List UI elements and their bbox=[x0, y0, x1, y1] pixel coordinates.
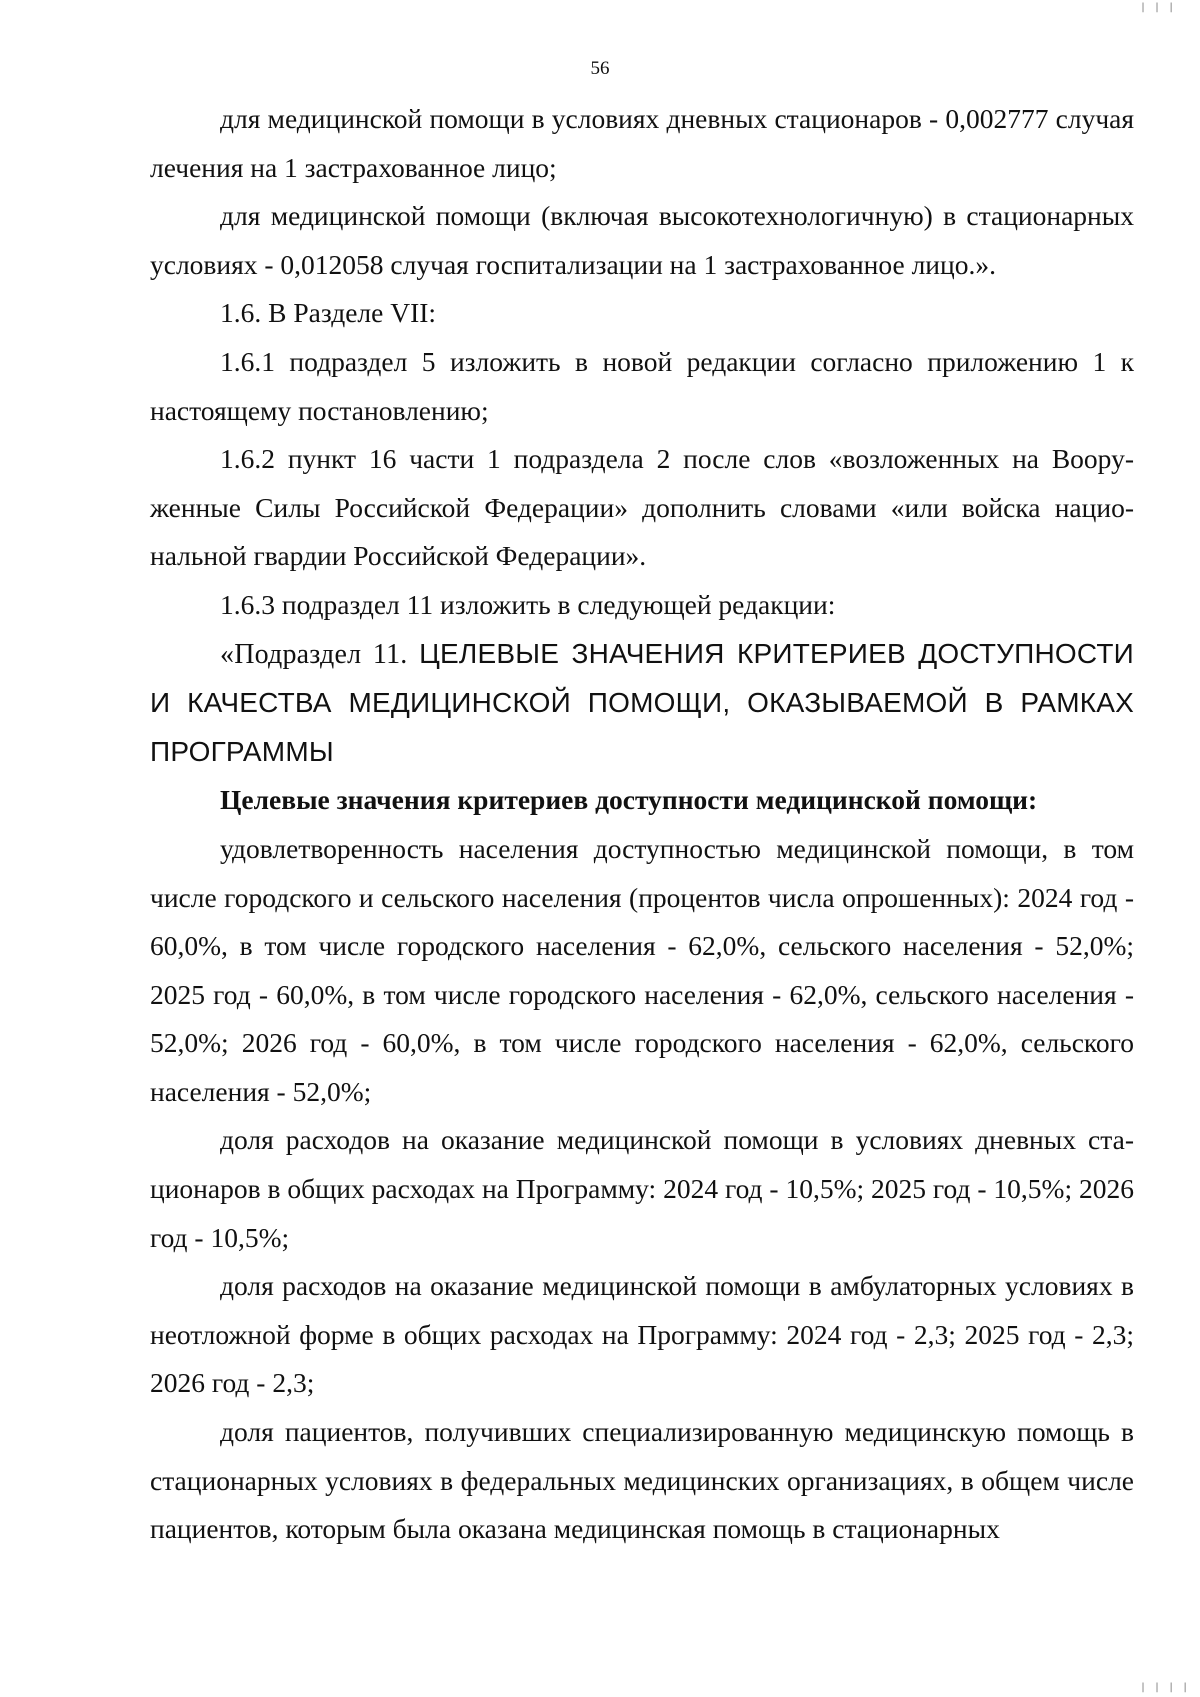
paragraph-population-satisfaction: удовлетворенность населения доступностью медицинской помощи, в том числе городского и сельского населения (процентов числа опрошенных): 2024 год - 60,0%, в том числе городского населения - 62,0%, сельского населения - 52,0%; 2025 год - 60,0%, в том числе городского населения - 62,0%, сельского населения - 52,0%; 2026 год - 60,0%, в том числе городского населения - 62,0%, сельского населения - 52,0%; bbox=[150, 832, 1134, 1107]
document-body bbox=[150, 95, 1134, 1554]
paragraph-1-6-2: 1.6.2 пункт 16 части 1 подраздела 2 после слов «возложенных на Вооруженные Силы Российской Федерации» дополнить словами «или войска национальной гвардии Российской Федерации». bbox=[150, 443, 1134, 572]
accessibility-criteria-heading: Целевые значения критериев доступности медицинской помощи: bbox=[220, 784, 1038, 816]
paragraph-1-6-1: 1.6.1 подраздел 5 изложить в новой редакции согласно приложению 1 к настоящему постановлению; bbox=[150, 345, 1134, 426]
paragraph-day-hospital-share: доля расходов на оказание медицинской помощи в условиях дневных стационаров в общих расходах на Программу: 2024 год - 10,5%; 2025 год - 10,5%; 2026 год - 10,5%; bbox=[150, 1124, 1134, 1253]
scan-artifact-top: | | | bbox=[1140, 2, 1176, 13]
paragraph-1-6-3: 1.6.3 подраздел 11 изложить в следующей редакции: bbox=[220, 588, 836, 620]
paragraph-inpatient-norm: для медицинской помощи (включая высокотехнологичную) в стационарных условиях - 0,012058 случая госпитализации на 1 застрахованное лицо.». bbox=[150, 200, 1134, 280]
paragraph-federal-patients-share: доля пациентов, получивших специализированную медицинскую помощь в стационарных условиях в федеральных медицинских организациях, в общем числе пациентов, которым была оказана медицинская помощь в стационарных bbox=[150, 1416, 1134, 1545]
paragraph-urgent-outpatient-share: доля расходов на оказание медицинской помощи в амбулаторных условиях в неотложной форме в общих расходах на Программу: 2024 год - 2,3; 2025 год - 2,3; 2026 год - 2,3; bbox=[150, 1270, 1134, 1399]
paragraph-day-hospital-norm: для медицинской помощи в условиях дневных стационаров - 0,002777 случая лечения на 1 застрахованное лицо; bbox=[150, 103, 1134, 183]
scan-artifact-bottom: | | | | bbox=[1140, 1682, 1190, 1693]
page-number: 56 bbox=[590, 58, 610, 79]
paragraph-section-vii: 1.6. В Разделе VII: bbox=[220, 297, 437, 329]
subsection-11-heading bbox=[150, 630, 1134, 777]
subsection-11-heading-lead: «Подраздел 11. bbox=[220, 638, 420, 670]
subsection-11-heading-caps: ЦЕЛЕВЫЕ ЗНАЧЕНИЯ КРИТЕРИЕВ ДОСТУПНОСТИ И КАЧЕСТВА МЕДИЦИНСКОЙ ПОМОЩИ, ОКАЗЫВАЕМОЙ В РАМКАХ ПРОГРАММЫ bbox=[150, 637, 1135, 767]
